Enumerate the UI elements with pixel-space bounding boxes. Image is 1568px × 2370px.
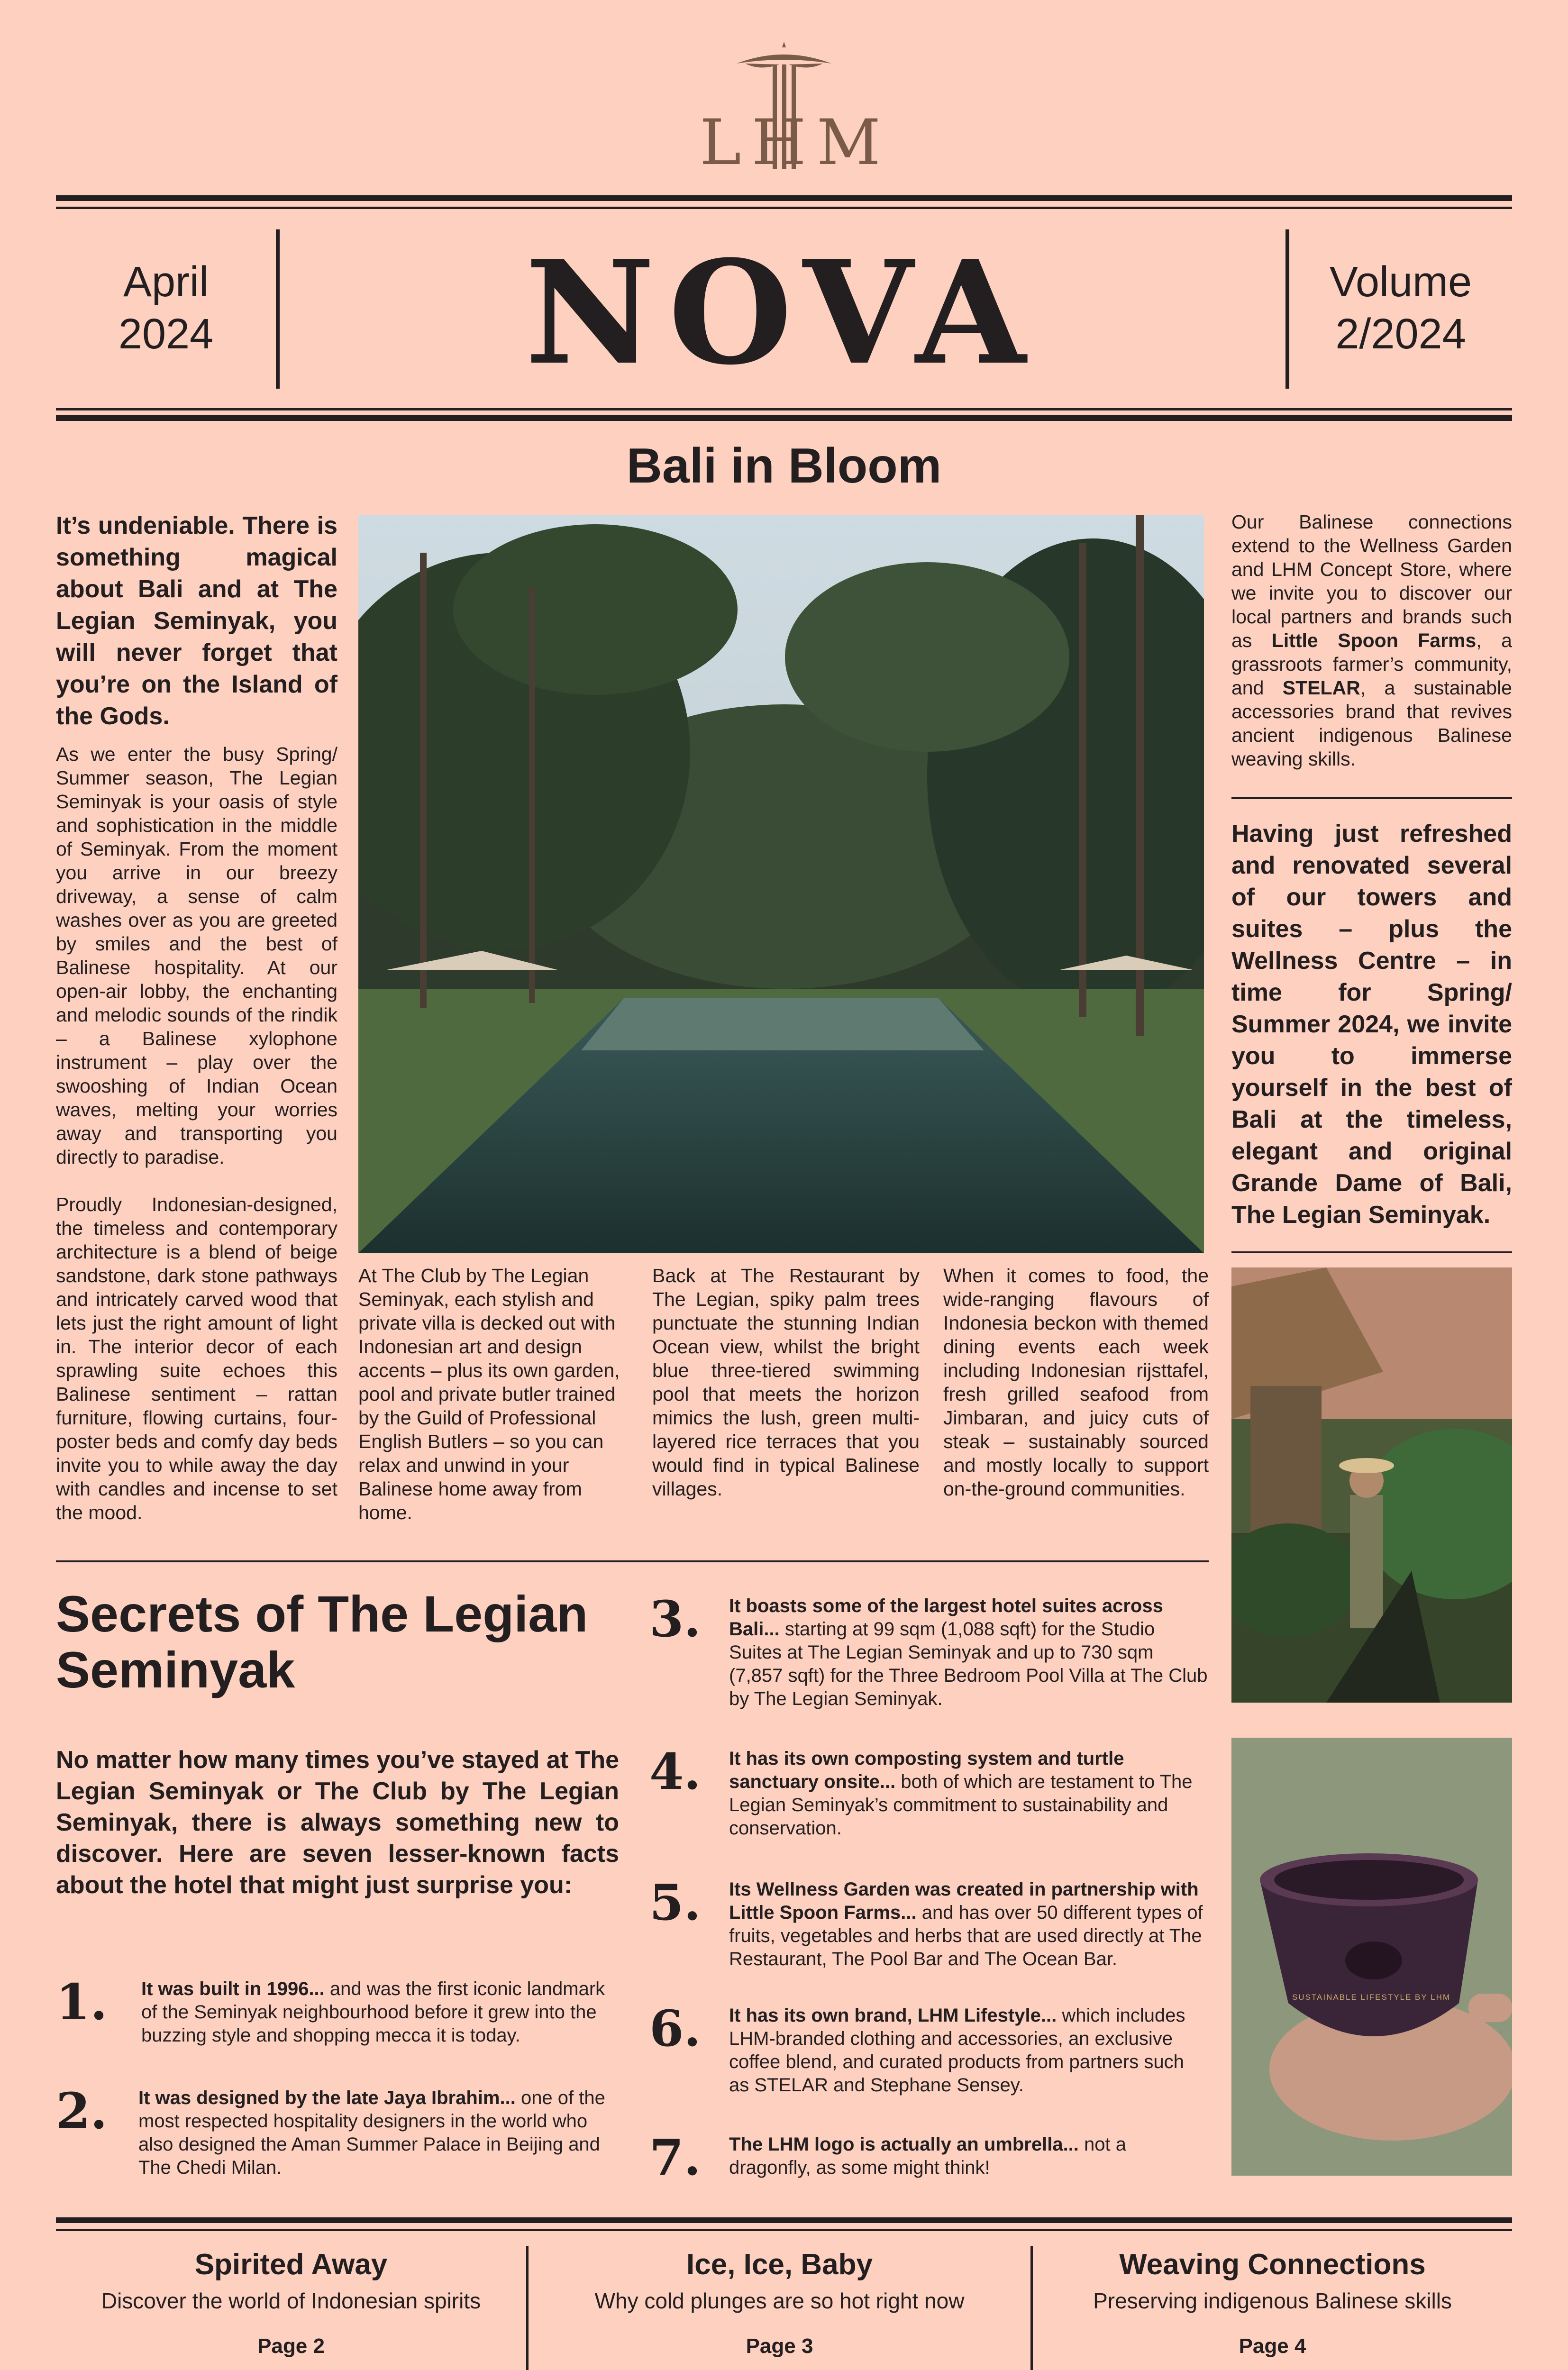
issue-year: 2024 bbox=[118, 310, 214, 358]
teaser-2-page: Page 3 bbox=[746, 2334, 813, 2358]
left-paragraph-2: Proudly Indonesian-designed, the timeless and contemporary architecture is a blend of beige sandstone, dark stone pathways and intricately carved wood that lets just the right amount of light in. The interior decor of each sprawling suite echoes this Balinese sentiment – rattan furniture, flowing curtains, four-poster beds and comfy day beds invite you to while away the day with candles and incense to set the mood. bbox=[56, 1194, 337, 1523]
fact-3-number: 3. bbox=[649, 1590, 701, 1648]
teaser-3-title: Weaving Connections bbox=[1119, 2248, 1426, 2281]
fact-6-number: 6. bbox=[649, 1999, 701, 2058]
photo-pool bbox=[358, 515, 1204, 1253]
secrets-title-line2: Seminyak bbox=[56, 1641, 295, 1698]
fact-2-text bbox=[138, 2087, 623, 2179]
masthead-rule-top-thick bbox=[56, 195, 1512, 201]
fact-4-text bbox=[729, 1747, 1209, 1840]
connections-paragraph bbox=[1231, 510, 1512, 771]
fact-5-text bbox=[729, 1878, 1209, 1971]
restaurant-paragraph: Back at The Restaurant by The Legian, spiky palm trees punctuate the stunning Indian Ocean view, whilst the bright blue three-tiered swimming pool that meets the horizon mimics the lush, green multi-layered rice terraces that you would find in typical Balinese villages. bbox=[652, 1265, 920, 1500]
fact-7-bold: The LHM logo is actually an umbrella... bbox=[729, 2134, 1079, 2155]
issue-month: April bbox=[123, 258, 209, 306]
fact-1-number: 1. bbox=[56, 1973, 108, 2031]
pull-quote-rule-bottom bbox=[1231, 1251, 1512, 1253]
left-column-body bbox=[56, 742, 337, 1548]
masthead-divider-right bbox=[1285, 229, 1289, 389]
fact-2-body: one of the most respected hospitality designers in the world who also designed the Aman Summer Palace in Beijing and The Chedi Milan. bbox=[138, 2087, 605, 2178]
fact-1-body: and was the first iconic landmark of the Seminyak neighbourhood before it grew into the buzzing style and shopping mecca it is today. bbox=[141, 1978, 605, 2046]
brand-little-spoon: Little Spoon Farms bbox=[1271, 629, 1477, 651]
pull-quote-rule-top bbox=[1231, 797, 1512, 799]
fact-1-bold: It was built in 1996... bbox=[141, 1978, 325, 1999]
secrets-section-rule bbox=[56, 1560, 1209, 1562]
intro-lead: It’s undeniable. There is something magical about Bali and at The Legian Seminyak, you will never forget that you’re on the Island of the Gods. bbox=[56, 512, 337, 730]
masthead-divider-left bbox=[276, 229, 280, 389]
fact-7-text bbox=[729, 2133, 1209, 2179]
footer-rule-thick bbox=[56, 2217, 1512, 2223]
teaser-spirited-away[interactable] bbox=[56, 2246, 526, 2360]
fact-4-number: 4. bbox=[649, 1742, 701, 1801]
fact-5-number: 5. bbox=[649, 1873, 701, 1932]
photo-garden bbox=[1231, 1267, 1512, 1703]
teaser-1-subtitle: Discover the world of Indonesian spirits bbox=[101, 2288, 481, 2313]
teaser-1-page: Page 2 bbox=[257, 2334, 325, 2358]
fact-5-bold: Its Wellness Garden was created in partnership with Little Spoon Farms... bbox=[729, 1879, 1199, 1923]
secrets-title-line1: Secrets of The Legian bbox=[56, 1585, 588, 1642]
connections-text-mid: , a grassroots farmer’s community, and bbox=[1231, 629, 1512, 699]
logo-text: LHM bbox=[700, 106, 891, 179]
photo-bowl bbox=[1231, 1738, 1512, 2176]
fact-3-text bbox=[729, 1595, 1209, 1711]
volume-label: Volume bbox=[1329, 258, 1472, 306]
masthead-rule-bottom-thick bbox=[56, 415, 1512, 421]
teaser-2-title: Ice, Ice, Baby bbox=[686, 2248, 873, 2281]
fact-6-bold: It has its own brand, LHM Lifestyle... bbox=[729, 2005, 1057, 2026]
left-paragraph-1: As we enter the busy Spring/ Summer season, The Legian Seminyak is your oasis of style and sophistication in the middle of Seminyak. From the moment you arrive in our breezy driveway, a sense of calm washes over as you are greeted by smiles and the best of Balinese hospitality. At our open-air lobby, the enchanting and melodic sounds of the rindik – a Balinese xylophone instrument – play over the swooshing of Indian Ocean waves, melting your worries away and transporting you directly to paradise. bbox=[56, 743, 337, 1168]
brand-stelar: STELAR bbox=[1282, 677, 1360, 699]
fact-2-number: 2. bbox=[56, 2082, 108, 2140]
main-headline: Bali in Bloom bbox=[626, 438, 942, 493]
teaser-3-subtitle: Preserving indigenous Balinese skills bbox=[1093, 2288, 1452, 2313]
fact-3-body: starting at 99 sqm (1,088 sqft) for the Studio Suites at The Legian Seminyak and up to 730 sqm (7,857 sqft) for the Three Bedroom Pool Villa at The Club by The Legian Seminyak. bbox=[729, 1619, 1208, 1709]
bowl-illustration bbox=[1231, 1738, 1512, 2176]
newspaper-title: NOVA bbox=[525, 229, 1039, 396]
fact-6-text bbox=[729, 2004, 1209, 2097]
fact-4-bold: It has its own composting system and turtle sanctuary onsite... bbox=[729, 1748, 1124, 1792]
bowl-engraving: SUSTAINABLE LIFESTYLE BY LHM bbox=[1292, 1993, 1451, 2002]
teaser-1-title: Spirited Away bbox=[194, 2248, 388, 2281]
issue-volume bbox=[1304, 256, 1498, 360]
fact-5-body: and has over 50 different types of fruits, vegetables and herbs that are used directly at The Restaurant, The Pool Bar and The Ocean Bar. bbox=[729, 1902, 1203, 1969]
teaser-2-subtitle: Why cold plunges are so hot right now bbox=[594, 2288, 965, 2313]
food-paragraph: When it comes to food, the wide-ranging flavours of Indonesia beckon with themed dining events each week including Indonesian rijsttafel, fresh grilled seafood from Jimbaran, and juicy cuts of steak – sustainably sourced and mostly locally to support on-the-ground communities. bbox=[943, 1265, 1209, 1500]
teaser-3-page: Page 4 bbox=[1239, 2334, 1306, 2358]
fact-7-body: not a dragonfly, as some might think! bbox=[729, 2134, 1126, 2178]
garden-illustration bbox=[1231, 1267, 1512, 1703]
fact-6-body: which includes LHM-branded clothing and accessories, an exclusive coffee blend, and curated products from partners such as STELAR and Stephane Sensey. bbox=[729, 2005, 1185, 2096]
connections-text-start: Our Balinese connections extend to the Wellness Garden and LHM Concept Store, where we invite you to discover our local partners and brands such as bbox=[1231, 511, 1512, 651]
pool-illustration bbox=[358, 515, 1204, 1253]
fact-3-bold: It boasts some of the largest hotel suites across Bali... bbox=[729, 1595, 1163, 1640]
fact-2-bold: It was designed by the late Jaya Ibrahim... bbox=[138, 2087, 516, 2108]
pull-quote: Having just refreshed and renovated several of our towers and suites – plus the Wellness Centre – in time for Spring/ Summer 2024, we invite you to immerse yourself in the best of Bali at the timeless, elegant and original Grande Dame of Bali, The Legian Seminyak. bbox=[1231, 820, 1512, 1229]
issue-date bbox=[81, 256, 251, 360]
club-paragraph: At The Club by The Legian Seminyak, each stylish and private villa is decked out with Indonesian art and design accents – plus its own garden, pool and private butler trained by the Guild of Professional English Butlers – so you can relax and unwind in your Balinese home away from home. bbox=[358, 1265, 620, 1523]
masthead-rule-bottom-thin bbox=[56, 408, 1512, 410]
masthead-rule-top-thin bbox=[56, 207, 1512, 209]
secrets-title bbox=[56, 1586, 644, 1698]
fact-1-text bbox=[141, 1978, 623, 2047]
connections-text-end: , a sustainable accessories brand that revives ancient indigenous Balinese weaving skills. bbox=[1231, 677, 1512, 770]
teaser-weaving-connections[interactable] bbox=[1033, 2246, 1512, 2360]
fact-4-body: both of which are testament to The Legian Seminyak’s commitment to sustainability and conservation. bbox=[729, 1771, 1193, 1839]
fact-7-number: 7. bbox=[649, 2128, 701, 2187]
footer-rule-thin bbox=[56, 2229, 1512, 2231]
logo bbox=[689, 41, 891, 179]
volume-number: 2/2024 bbox=[1335, 310, 1466, 358]
teaser-ice-ice-baby[interactable] bbox=[529, 2246, 1030, 2360]
secrets-intro: No matter how many times you’ve stayed at The Legian Seminyak or The Club by The Legian Seminyak, there is always something new to discover. Here are seven lesser-known facts about the hotel that might just surprise you: bbox=[56, 1746, 619, 1899]
